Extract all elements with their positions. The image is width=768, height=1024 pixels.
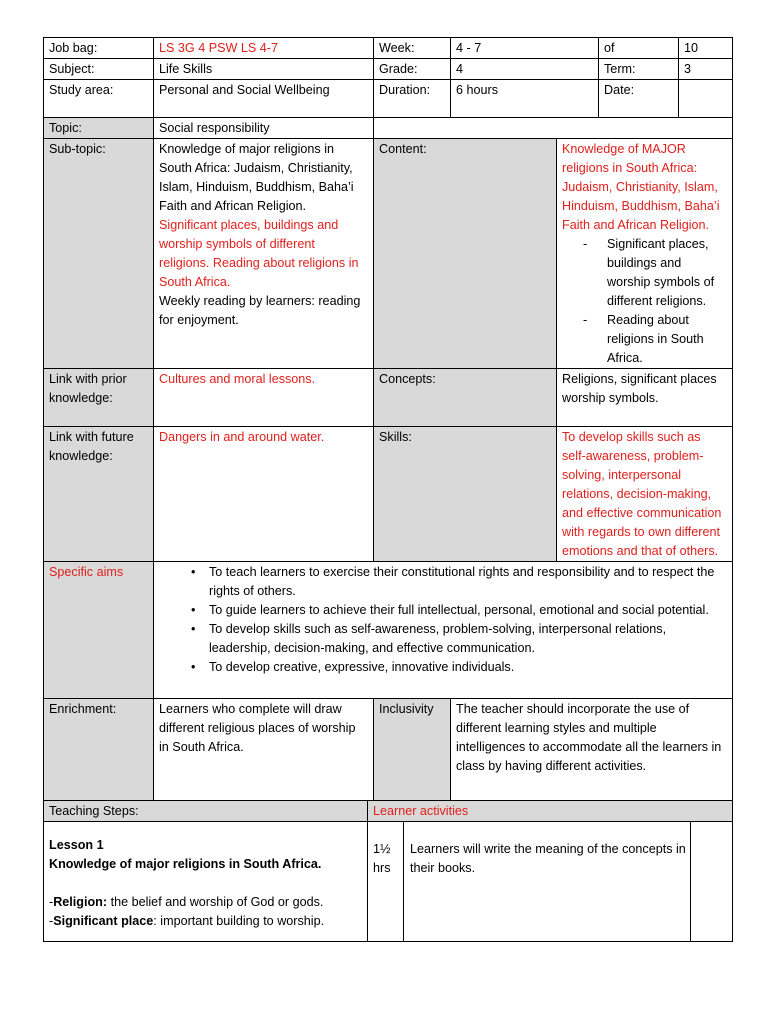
grade-value: 4 [451, 59, 599, 80]
date-label: Date: [599, 80, 679, 118]
lesson-notes-column [690, 822, 732, 942]
enrichment-row [44, 699, 733, 801]
definition-religion: -Religion: the belief and worship of God or gods. [49, 895, 324, 909]
future-value: Dangers in and around water. [154, 427, 374, 562]
lesson-cell [44, 822, 368, 942]
duration-label: Duration: [374, 80, 451, 118]
term-value: 3 [679, 59, 733, 80]
subject-row [44, 59, 733, 80]
teaching-steps-label: Teaching Steps: [44, 801, 368, 822]
subtopic-value [154, 139, 374, 369]
study-area-value: Personal and Social Wellbeing [154, 80, 374, 118]
study-area-label: Study area: [44, 80, 154, 118]
concepts-value: Religions, significant places worship symbols. [557, 369, 733, 427]
skills-value: To develop skills such as self-awareness, problem-solving, interpersonal relations, decision-making, and effective communication with regards to own different emotions and that of others. [557, 427, 733, 562]
subject-value: Life Skills [154, 59, 374, 80]
study-area-row [44, 80, 733, 118]
definition-significant-place: -Significant place: important building to worship. [49, 914, 325, 928]
lesson-subtitle: Knowledge of major religions in South Africa. [49, 857, 322, 871]
content-label: Content: [374, 139, 557, 369]
subtopic-text-2: Weekly reading by learners: reading for enjoyment. [159, 294, 361, 327]
lesson-row [44, 822, 733, 942]
steps-header-row [44, 801, 733, 822]
content-intro: Knowledge of MAJOR religions in South Africa: Judaism, Christianity, Islam, Hinduism, Buddhism, Baha’i Faith and African Religion. [562, 142, 720, 232]
content-value [557, 139, 733, 369]
topic-empty [374, 118, 733, 139]
content-item: - Reading about religions in South Africa. [607, 311, 727, 368]
subject-label: Subject: [44, 59, 154, 80]
job-bag-row [44, 38, 733, 59]
term-label: Term: [599, 59, 679, 80]
subtopic-label: Sub-topic: [44, 139, 154, 369]
lesson-plan-table [43, 37, 733, 942]
enrichment-label: Enrichment: [44, 699, 154, 801]
subtopic-row [44, 139, 733, 369]
content-item: - Significant places, buildings and worship symbols of different religions. [607, 235, 727, 311]
lesson-activity: Learners will write the meaning of the concepts in their books. [410, 842, 686, 875]
subtopic-text: Knowledge of major religions in South Africa: Judaism, Christianity, Islam, Hinduism, Buddhism, Baha’i Faith and African Religion. [159, 142, 354, 213]
inclusivity-value: The teacher should incorporate the use of different learning styles and multiple intelligences to accommodate all the learners in class by having different activities. [451, 699, 733, 801]
aim-item: • To develop skills such as self-awareness, problem-solving, interpersonal relations, leadership, decision-making, and effective communication. [209, 620, 727, 658]
future-row [44, 427, 733, 562]
learner-activities-label: Learner activities [368, 801, 733, 822]
grade-label: Grade: [374, 59, 451, 80]
topic-value: Social responsibility [154, 118, 374, 139]
topic-label: Topic: [44, 118, 154, 139]
inclusivity-label: Inclusivity [374, 699, 451, 801]
lesson-activity-cell [404, 822, 733, 942]
prior-row [44, 369, 733, 427]
aims-list-cell [154, 562, 733, 699]
prior-value: Cultures and moral lessons. [154, 369, 374, 427]
lesson-title: Lesson 1 [49, 838, 104, 852]
topic-row [44, 118, 733, 139]
date-value [679, 80, 733, 118]
enrichment-value: Learners who complete will draw different religious places of worship in South Africa. [154, 699, 374, 801]
of-label: of [599, 38, 679, 59]
future-label: Link with future knowledge: [44, 427, 154, 562]
week-label: Week: [374, 38, 451, 59]
skills-label: Skills: [374, 427, 557, 562]
duration-value: 6 hours [451, 80, 599, 118]
lesson-time: 1½ hrs [368, 822, 404, 942]
aim-item: • To teach learners to exercise their constitutional rights and responsibility and to respect the rights of others. [209, 563, 727, 601]
aims-row [44, 562, 733, 699]
of-value: 10 [679, 38, 733, 59]
job-bag-value: LS 3G 4 PSW LS 4-7 [154, 38, 374, 59]
aim-item: • To guide learners to achieve their full intellectual, personal, emotional and social potential. [209, 601, 727, 620]
concepts-label: Concepts: [374, 369, 557, 427]
prior-label: Link with prior knowledge: [44, 369, 154, 427]
aims-label: Specific aims [44, 562, 154, 699]
job-bag-label: Job bag: [44, 38, 154, 59]
week-value: 4 - 7 [451, 38, 599, 59]
aim-item: • To develop creative, expressive, innovative individuals. [209, 658, 727, 677]
subtopic-red-text: Significant places, buildings and worship symbols of different religions. Reading about religions in South Africa. [159, 218, 359, 289]
